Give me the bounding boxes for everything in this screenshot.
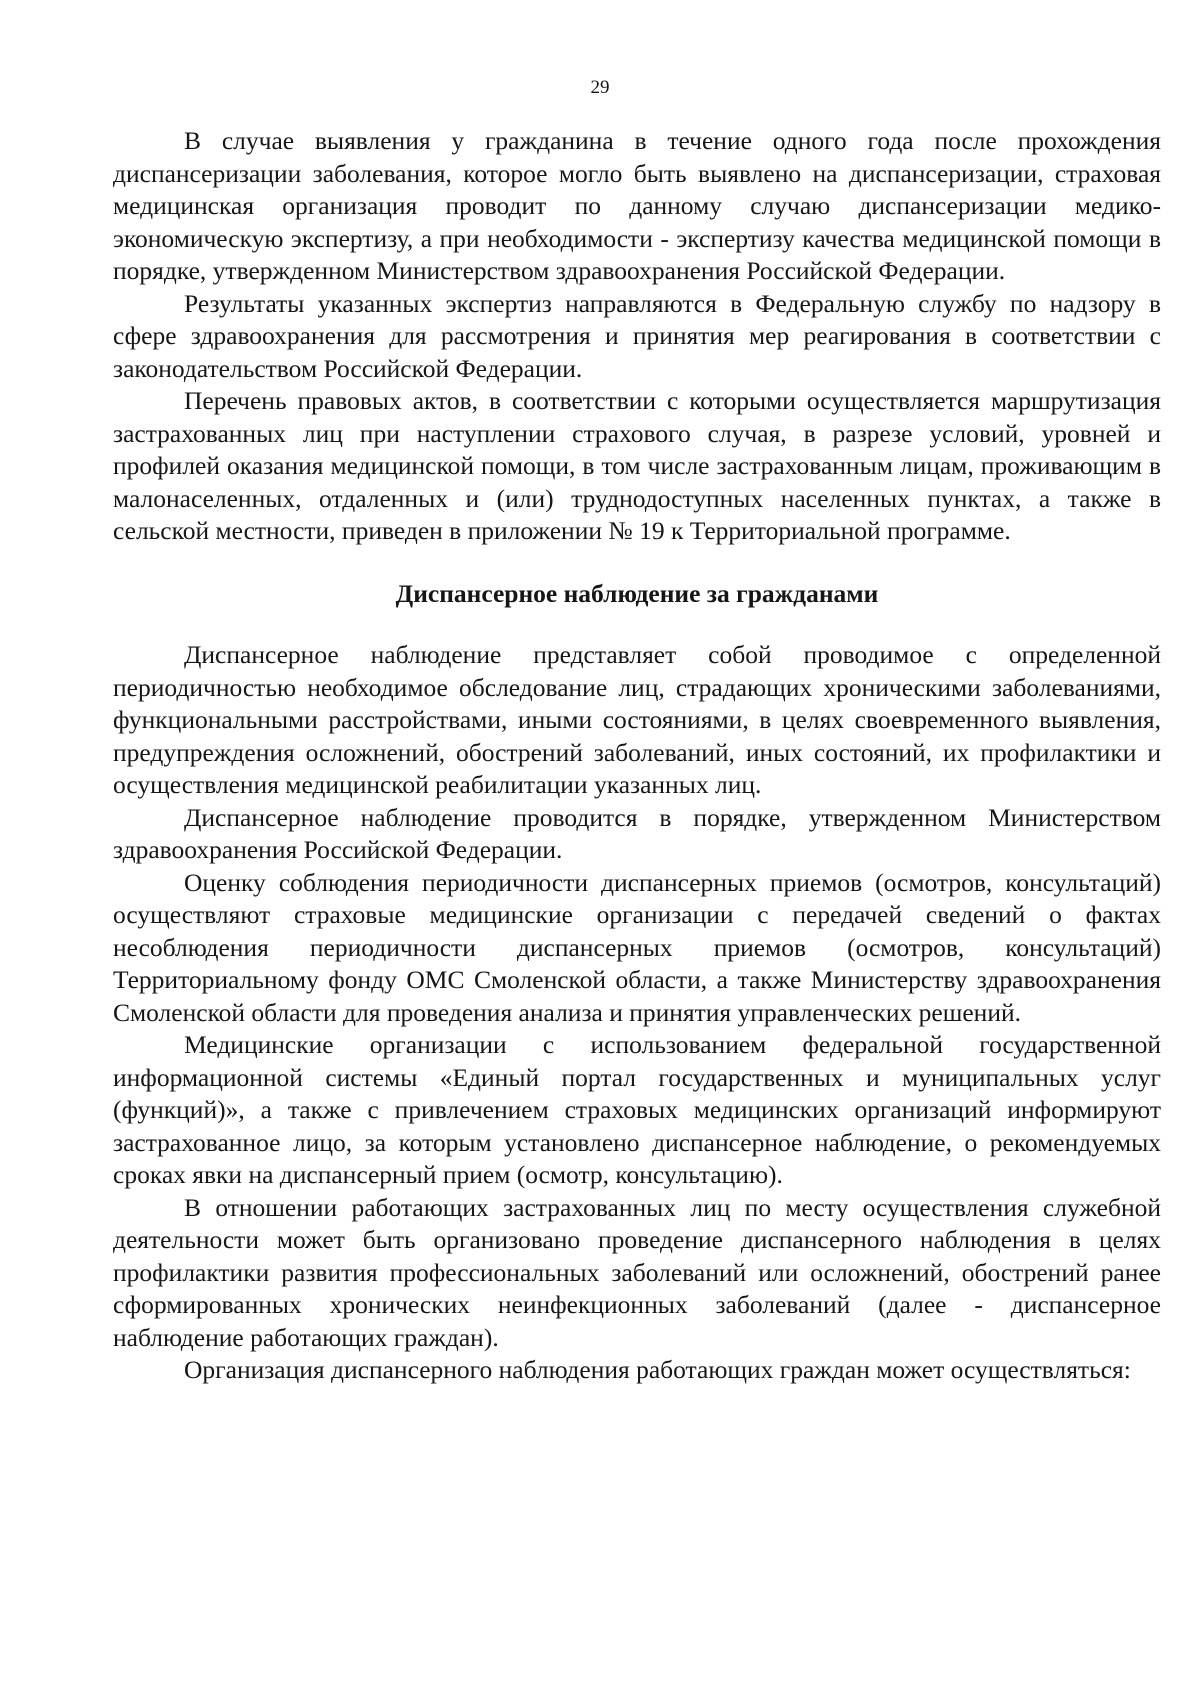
paragraph-working-citizens: В отношении работающих застрахованных лиц по месту осуществления служебной деятельности может быть организовано проведение диспансерного наблюдения в целях профилактики развития профессиональных заболеваний или осложнений, обострений ранее сформированных хронических неинфекционных заболеваний (далее - диспансерное наблюдение работающих граждан). — [113, 1192, 1161, 1352]
paragraph-informing: Медицинские организации с использованием федеральной государственной информационной системы «Единый портал государственных и муниципальных услуг (функций)», а также с привлечением страховых медицинских организаций информируют застрахованное лицо, за которым установлено диспансерное наблюдение, о рекомендуемых сроках явки на диспансерный прием (осмотр, консультацию). — [113, 1030, 1161, 1189]
document-body — [113, 125, 1161, 1387]
paragraph-dispensary-definition: Диспансерное наблюдение представляет собой проводимое с определенной периодичностью необходимое обследование лиц, страдающих хроническими заболеваниями, функциональными расстройствами, иными состояниями, в целях своевременного выявления, предупреждения осложнений, обострений заболеваний, иных состояний, их профилактики и осуществления медицинской реабилитации указанных лиц. — [113, 640, 1161, 799]
page-number: 29 — [590, 77, 610, 98]
paragraph-expertise-case: В случае выявления у гражданина в течение одного года после прохождения диспансеризации заболевания, которое могло быть выявлено на диспансеризации, страховая медицинская организация проводит по данному случаю диспансеризации медико-экономическую экспертизу, а при необходимости - экспертизу качества медицинской помощи в порядке, утвержденном Министерством здравоохранения Российской Федерации. — [113, 126, 1161, 285]
paragraph-dispensary-procedure: Диспансерное наблюдение проводится в порядке, утвержденном Министерством здравоохранения Российской Федерации. — [113, 802, 1161, 864]
paragraph-routing-acts: Перечень правовых актов, в соответствии с которыми осуществляется маршрутизация застрахованных лиц при наступлении страхового случая, в разрезе условий, уровней и профилей оказания медицинской помощи, в том числе застрахованным лицам, проживающим в малонаселенных, отдаленных и (или) труднодоступных населенных пунктах, а также в сельской местности, приведен в приложении № 19 к Территориальной программе. — [113, 386, 1161, 545]
section-heading: Диспансерное наблюдение за гражданами — [395, 578, 879, 608]
paragraph-periodicity-assessment: Оценку соблюдения периодичности диспансерных приемов (осмотров, консультаций) осуществляют страховые медицинские организации с передачей сведений о фактах несоблюдения периодичности диспансерных приемов (осмотров, консультаций) Территориальному фонду ОМС Смоленской области, а также Министерству здравоохранения Смоленской области для проведения анализа и принятия управленческих решений. — [113, 867, 1161, 1027]
paragraph-expertise-results: Результаты указанных экспертиз направляются в Федеральную службу по надзору в сфере здравоохранения для рассмотрения и принятия мер реагирования в соответствии с законодательством Российской Федерации. — [113, 288, 1161, 383]
paragraph-organization: Организация диспансерного наблюдения работающих граждан может осуществляться: — [184, 1355, 1131, 1384]
